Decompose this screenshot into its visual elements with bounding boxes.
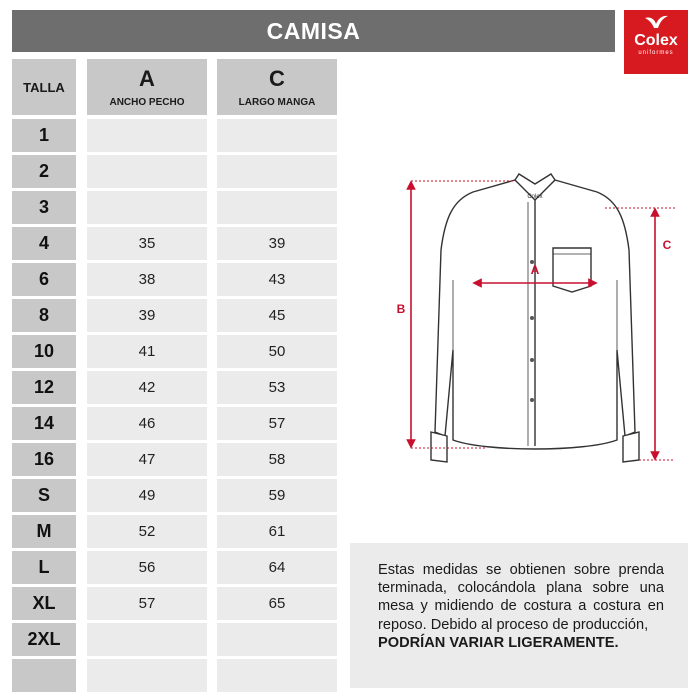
- chest-width-cell: 38: [87, 263, 207, 296]
- sleeve-length-cell: [217, 119, 337, 152]
- size-column-header: [12, 59, 76, 115]
- sleeve-length-cell: [217, 191, 337, 224]
- chest-width-cell: 47: [87, 443, 207, 476]
- col-c-label: LARGO MANGA: [238, 96, 316, 108]
- size-cell: L: [12, 551, 76, 584]
- logo-name: Colex: [634, 32, 678, 49]
- size-cell: 1: [12, 119, 76, 152]
- note-emphasis: PODRÍAN VARIAR LIGERAMENTE.: [378, 634, 619, 651]
- chest-width-cell: 46: [87, 407, 207, 440]
- chest-width-cell: 42: [87, 371, 207, 404]
- col-a-letter: A: [139, 65, 155, 91]
- sleeve-length-cell: 57: [217, 407, 337, 440]
- bird-icon: [643, 14, 669, 32]
- measure-b-label: B: [396, 302, 406, 316]
- size-cell: XL: [12, 587, 76, 620]
- chest-width-cell: 41: [87, 335, 207, 368]
- sleeve-length-cell: [217, 659, 337, 692]
- chest-width-cell: 39: [87, 299, 207, 332]
- shirt-outline: [431, 174, 639, 462]
- size-cell: 6: [12, 263, 76, 296]
- chest-width-column-header: [87, 59, 207, 115]
- size-cell: S: [12, 479, 76, 512]
- sleeve-length-cell: [217, 623, 337, 656]
- sleeve-length-cell: 43: [217, 263, 337, 296]
- sleeve-length-cell: [217, 155, 337, 188]
- size-cell: M: [12, 515, 76, 548]
- chest-width-cell: 52: [87, 515, 207, 548]
- chest-width-cell: 56: [87, 551, 207, 584]
- page-title: CAMISA: [12, 10, 615, 52]
- col-a-label: ANCHO PECHO: [109, 96, 185, 108]
- brand-logo: [624, 10, 688, 74]
- size-cell: 2: [12, 155, 76, 188]
- sleeve-length-cell: 45: [217, 299, 337, 332]
- size-header-label: TALLA: [23, 79, 65, 95]
- measure-c-label: C: [662, 238, 672, 252]
- sleeve-length-cell: 64: [217, 551, 337, 584]
- col-c-letter: C: [269, 65, 285, 91]
- size-cell: 14: [12, 407, 76, 440]
- size-cell: 4: [12, 227, 76, 260]
- size-cell: 10: [12, 335, 76, 368]
- chest-width-cell: 35: [87, 227, 207, 260]
- sleeve-length-cell: 61: [217, 515, 337, 548]
- measurement-note: [350, 543, 688, 688]
- chest-width-cell: [87, 191, 207, 224]
- size-cell: 2XL: [12, 623, 76, 656]
- chest-width-cell: [87, 155, 207, 188]
- chest-width-cell: 57: [87, 587, 207, 620]
- sleeve-length-column-header: [217, 59, 337, 115]
- sleeve-length-cell: 39: [217, 227, 337, 260]
- sleeve-length-cell: 50: [217, 335, 337, 368]
- size-cell: 12: [12, 371, 76, 404]
- sleeve-length-cell: 53: [217, 371, 337, 404]
- size-cell: 8: [12, 299, 76, 332]
- size-cell: [12, 659, 76, 692]
- sleeve-length-cell: 65: [217, 587, 337, 620]
- chest-width-cell: [87, 659, 207, 692]
- sleeve-length-cell: 59: [217, 479, 337, 512]
- size-cell: 3: [12, 191, 76, 224]
- logo-subtitle: uniformes: [638, 50, 674, 56]
- shirt-measurement-diagram: [385, 170, 685, 470]
- note-text: Estas medidas se obtienen sobre prenda terminada, colocándola plana sobre una mesa y midiendo de costura a costura en reposo. Debido al proceso de producción,: [378, 562, 664, 633]
- chest-width-cell: [87, 623, 207, 656]
- chest-width-cell: 49: [87, 479, 207, 512]
- chest-width-cell: [87, 119, 207, 152]
- shirt-tag-label: Colex: [527, 194, 543, 200]
- measure-a-label: A: [530, 263, 540, 277]
- size-cell: 16: [12, 443, 76, 476]
- sleeve-length-cell: 58: [217, 443, 337, 476]
